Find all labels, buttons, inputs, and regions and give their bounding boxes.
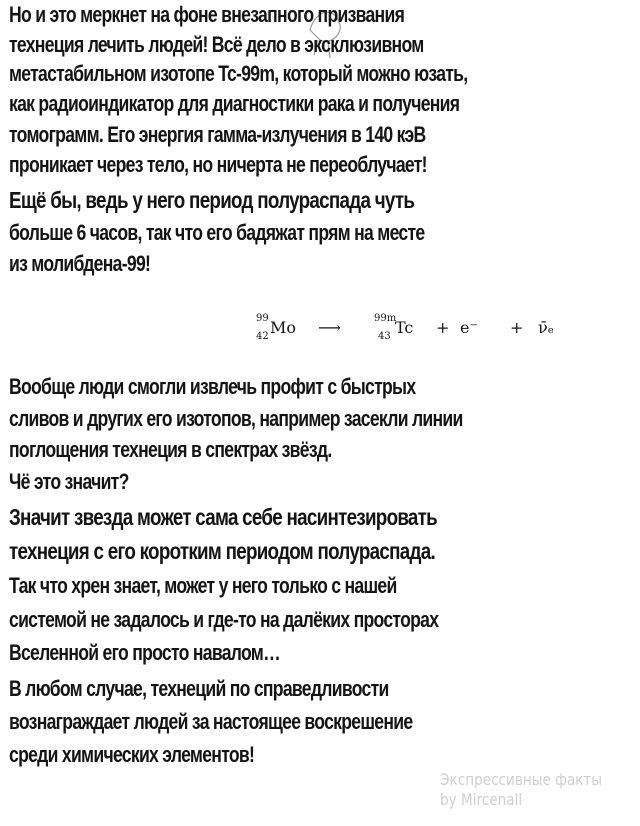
text-line: Чё это значит?	[9, 469, 129, 494]
text-line: из молибдена-99!	[9, 251, 151, 276]
technetium-nuclide	[374, 313, 414, 342]
tc-mass-number: 99m	[374, 313, 397, 324]
watermark-author: by Mircenall	[440, 790, 523, 809]
text-line: как радиоиндикатор для диагностики рака и получения	[9, 91, 460, 116]
text-line: томограмм. Его энергия гамма-излучения в 140 кэВ	[9, 122, 426, 147]
mo-symbol: Mo	[270, 318, 297, 337]
text-line: метастабильном изотопе Tc-99m, который можно юзать,	[9, 61, 468, 86]
mo-atomic-number: 42	[256, 331, 269, 342]
text-line: Так что хрен знает, может у него только с нашей	[9, 573, 397, 598]
tc-atomic-number: 43	[378, 331, 391, 342]
text-line: технеция лечить людей! Всё дело в эксклюзивном	[9, 32, 424, 57]
electron-symbol: e⁻	[460, 318, 478, 337]
text-line: вознаграждает людей за настоящее воскрешение	[9, 709, 413, 734]
text-line: В любом случае, технеций по справедливости	[9, 676, 389, 701]
mo-mass-number: 99	[256, 313, 269, 324]
text-line: поглощения технеция в спектрах звёзд.	[9, 437, 332, 462]
text-line: Вообще люди смогли извлечь профит с быстрых	[9, 374, 416, 399]
antineutrino-symbol: ν̄ₑ	[538, 318, 554, 337]
text-line: Вселенной его просто навалом…	[9, 640, 280, 665]
text-line: Значит звезда может сама себе насинтезировать	[9, 504, 437, 530]
text-line: среди химических элементов!	[9, 742, 255, 767]
arrow-icon: ⟶	[318, 318, 341, 337]
watermark-title: Экспрессивные факты	[440, 770, 603, 789]
molybdenum-nuclide	[256, 313, 297, 342]
text-line: Но и это меркнет на фоне внезапного призвания	[9, 2, 405, 27]
text-line: технеция с его коротким периодом полураспада.	[9, 538, 435, 564]
text-line: Ещё бы, ведь у него период полураспада чуть	[9, 187, 415, 213]
plus-sign: +	[436, 318, 450, 337]
text-line: больше 6 часов, так что его бадяжат прям на месте	[9, 220, 425, 245]
text-line: сливов и других его изотопов, например засекли линии	[9, 406, 463, 431]
watermark	[440, 770, 610, 810]
plus-sign: +	[510, 318, 524, 337]
text-line: проникает через тело, но ничерта не переоблучает!	[9, 152, 427, 177]
tc-symbol: Tc	[395, 318, 414, 337]
text-line: системой не задалось и где-то на далёких просторах	[9, 607, 439, 632]
